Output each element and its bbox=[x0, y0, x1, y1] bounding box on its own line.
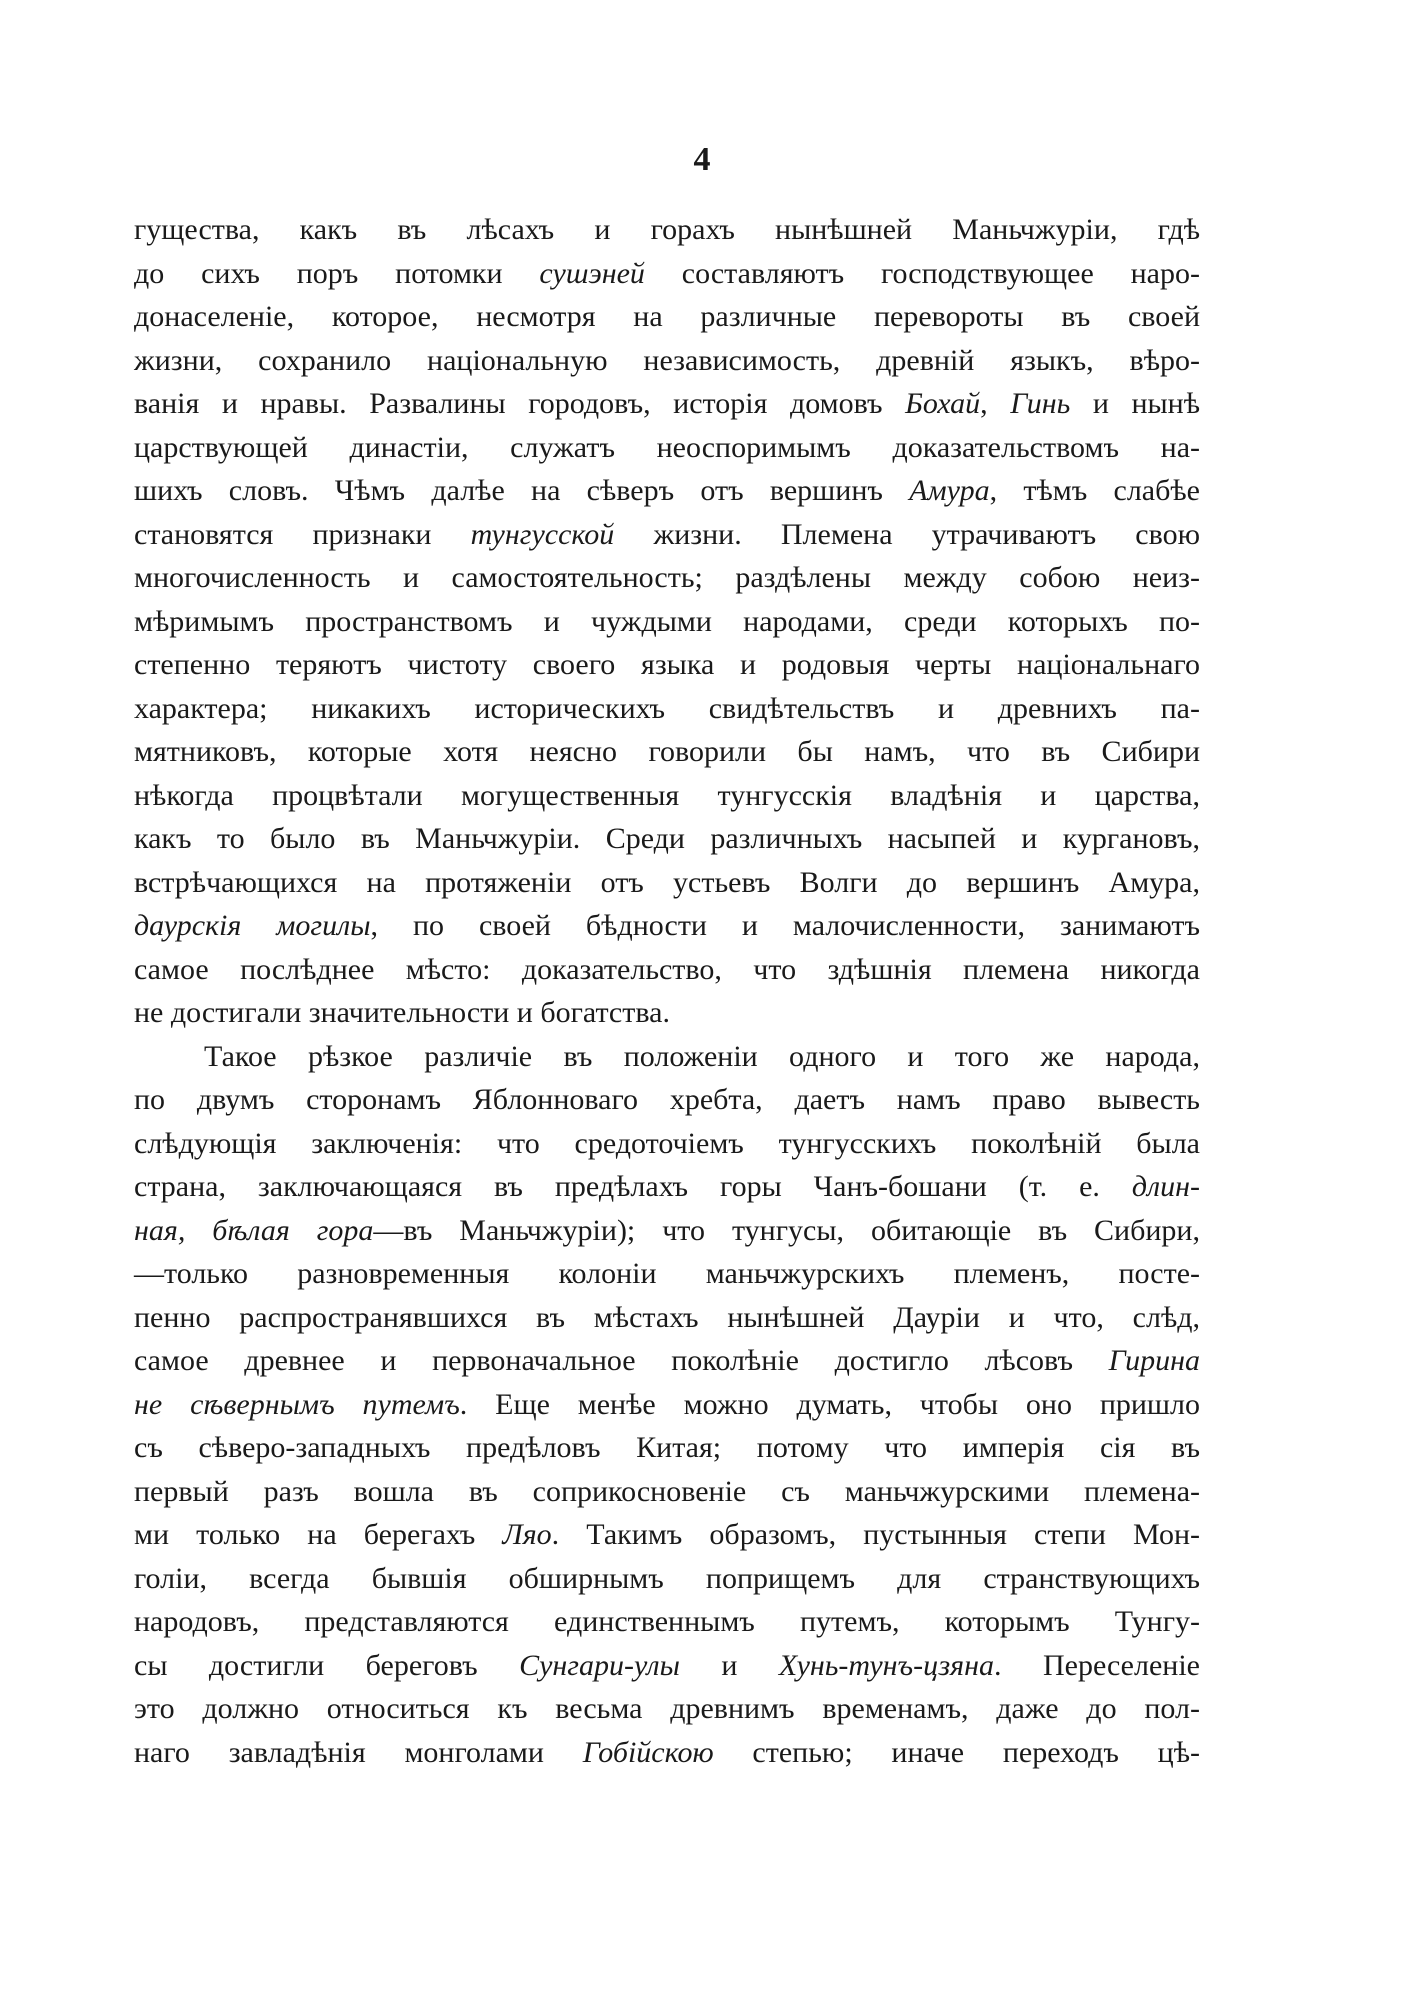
text-line bbox=[134, 1687, 1200, 1731]
text-line bbox=[134, 991, 1200, 1035]
text-segment: народовъ, представляются единственнымъ путемъ, которымъ Тунгу- bbox=[134, 1605, 1200, 1638]
text-line bbox=[134, 1296, 1200, 1340]
text-line bbox=[134, 469, 1200, 513]
text-segment: становятся признаки bbox=[134, 517, 471, 551]
text-segment: это должно относиться къ весьма древнимъ временамъ, даже до пол- bbox=[134, 1692, 1200, 1725]
paragraph bbox=[134, 208, 1200, 1035]
text-line bbox=[134, 817, 1200, 861]
text-segment: ми только на берегахъ bbox=[134, 1518, 503, 1551]
paragraph bbox=[134, 1035, 1200, 1775]
text-line bbox=[134, 1339, 1200, 1383]
text-segment: мѣримымъ пространствомъ и чуждыми народами, среди которыхъ по- bbox=[134, 604, 1200, 638]
text-line bbox=[134, 1078, 1200, 1122]
text-line bbox=[134, 513, 1200, 557]
text-segment: слѣдующія заключенія: что средоточіемъ тунгусскихъ поколѣній была bbox=[134, 1126, 1200, 1160]
text-line bbox=[134, 208, 1200, 252]
text-segment: пенно распространявшихся въ мѣстахъ нынѣшней Дауріи и что, слѣд, bbox=[134, 1300, 1200, 1334]
text-segment: —только разновременныя колоніи маньчжурскихъ племенъ, посте- bbox=[134, 1257, 1200, 1290]
text-line bbox=[134, 1513, 1200, 1557]
text-line bbox=[134, 1557, 1200, 1601]
text-segment: царствующей династіи, служатъ неоспоримымъ доказательствомъ на- bbox=[134, 430, 1200, 464]
text-segment: донаселеніе, которое, несмотря на различные перевороты въ своей bbox=[134, 300, 1200, 333]
text-segment: не достигали значительности и богатства. bbox=[134, 996, 670, 1029]
italic-term: длин- bbox=[1131, 1170, 1200, 1203]
italic-term: сушэней bbox=[539, 256, 645, 290]
text-segment: страна, заключающаяся въ предѣлахъ горы Чанъ-бошани (т. е. bbox=[134, 1170, 1132, 1203]
text-segment: наго завладѣнія монголами bbox=[134, 1735, 583, 1769]
italic-term: ная, бѣлая гора bbox=[134, 1213, 374, 1247]
text-segment: . Еще менѣе можно думать, чтобы оно пришло bbox=[459, 1387, 1201, 1421]
text-line bbox=[134, 1383, 1200, 1427]
text-line bbox=[134, 1470, 1200, 1514]
text-segment: составляютъ господствующее наро- bbox=[644, 256, 1200, 290]
italic-term: Гирина bbox=[1108, 1344, 1200, 1377]
text-line bbox=[134, 1122, 1200, 1166]
text-segment: . Переселеніе bbox=[994, 1648, 1200, 1682]
text-segment: нѣкогда процвѣтали могущественныя тунгусскія владѣнія и царства, bbox=[134, 778, 1200, 812]
text-segment: до сихъ поръ потомки bbox=[134, 256, 540, 290]
text-segment: жизни. Племена утрачиваютъ свою bbox=[614, 517, 1200, 551]
text-segment: самое древнее и первоначальное поколѣніе достигло лѣсовъ bbox=[134, 1344, 1109, 1377]
text-segment: встрѣчающихся на протяженіи отъ устьевъ Волги до вершинъ Амура, bbox=[134, 865, 1200, 899]
text-line bbox=[134, 1426, 1200, 1470]
page-number: 4 bbox=[693, 141, 711, 178]
text-line bbox=[134, 904, 1200, 948]
text-segment: первый разъ вошла въ соприкосновеніе съ маньчжурскими племена- bbox=[134, 1474, 1200, 1508]
text-line bbox=[134, 1035, 1200, 1079]
text-line bbox=[134, 1209, 1200, 1253]
text-segment: многочисленность и самостоятельность; раздѣлены между собою неиз- bbox=[134, 561, 1200, 594]
text-segment: шихъ словъ. Чѣмъ далѣе на сѣверъ отъ вершинъ bbox=[134, 474, 910, 507]
text-line bbox=[134, 1252, 1200, 1296]
text-line bbox=[134, 774, 1200, 818]
italic-term: Хунь-тунъ-цзяна bbox=[778, 1648, 995, 1682]
text-line bbox=[134, 1731, 1200, 1775]
text-segment: Такое рѣзкое различіе въ положеніи одного и того же народа, bbox=[204, 1039, 1200, 1073]
italic-term: Гинь bbox=[1010, 387, 1071, 420]
italic-term: даурскія могилы bbox=[134, 909, 371, 942]
text-line bbox=[134, 730, 1200, 774]
text-segment: степенно теряютъ чистоту своего языка и родовыя черты національнаго bbox=[134, 648, 1200, 681]
text-line bbox=[134, 556, 1200, 600]
text-segment: и bbox=[679, 1648, 779, 1682]
text-segment: , по своей бѣдности и малочисленности, занимаютъ bbox=[370, 909, 1200, 942]
text-segment: мятниковъ, которые хотя неясно говорили бы намъ, что въ Сибири bbox=[134, 735, 1200, 768]
italic-term: не сѣвернымъ путемъ bbox=[134, 1387, 460, 1421]
text-line bbox=[134, 643, 1200, 687]
text-line bbox=[134, 1644, 1200, 1688]
text-segment: гущества, какъ въ лѣсахъ и горахъ нынѣшней Маньчжуріи, гдѣ bbox=[134, 213, 1200, 246]
text-segment: характера; никакихъ историческихъ свидѣтельствъ и древнихъ па- bbox=[134, 691, 1200, 725]
text-line bbox=[134, 339, 1200, 383]
text-segment: сы достигли береговъ bbox=[134, 1648, 520, 1682]
text-segment: , тѣмъ слабѣе bbox=[989, 474, 1200, 507]
text-segment: съ сѣверо-западныхъ предѣловъ Китая; потому что имперія сія въ bbox=[134, 1431, 1200, 1464]
text-segment: степью; иначе переходъ цѣ- bbox=[713, 1735, 1200, 1769]
text-line bbox=[134, 948, 1200, 992]
text-line bbox=[134, 1600, 1200, 1644]
text-line bbox=[134, 382, 1200, 426]
text-segment: жизни, сохранило національную независимость, древній языкъ, вѣро- bbox=[134, 343, 1200, 377]
italic-term: Сунгари-улы bbox=[519, 1648, 680, 1682]
text-segment: . Такимъ образомъ, пустынныя степи Мон- bbox=[551, 1518, 1200, 1551]
text-segment: голіи, всегда бывшія обширнымъ поприщемъ для странствующихъ bbox=[134, 1561, 1200, 1595]
text-line bbox=[134, 687, 1200, 731]
text-segment: самое послѣднее мѣсто: доказательство, что здѣшнія племена никогда bbox=[134, 952, 1200, 986]
text-line bbox=[134, 600, 1200, 644]
text-segment: —въ Маньчжуріи); что тунгусы, обитающіе въ Сибири, bbox=[373, 1213, 1200, 1247]
italic-term: Амура bbox=[909, 474, 990, 507]
italic-term: тунгусской bbox=[470, 517, 615, 551]
text-segment: , bbox=[980, 387, 1011, 420]
text-line bbox=[134, 295, 1200, 339]
text-line bbox=[134, 861, 1200, 905]
body-text bbox=[134, 208, 1200, 1774]
text-segment: по двумъ сторонамъ Яблонноваго хребта, даетъ намъ право вывесть bbox=[134, 1083, 1200, 1116]
text-segment: какъ то было въ Маньчжуріи. Среди различныхъ насыпей и кургановъ, bbox=[134, 822, 1200, 855]
italic-term: Ляо bbox=[502, 1518, 552, 1551]
text-segment: и нынѣ bbox=[1070, 387, 1201, 420]
text-line bbox=[134, 426, 1200, 470]
text-line bbox=[134, 252, 1200, 296]
italic-term: Гобійскою bbox=[582, 1735, 714, 1769]
italic-term: Бохай bbox=[905, 387, 981, 420]
text-segment: ванія и нравы. Развалины городовъ, исторія домовъ bbox=[134, 387, 906, 420]
text-line bbox=[134, 1165, 1200, 1209]
